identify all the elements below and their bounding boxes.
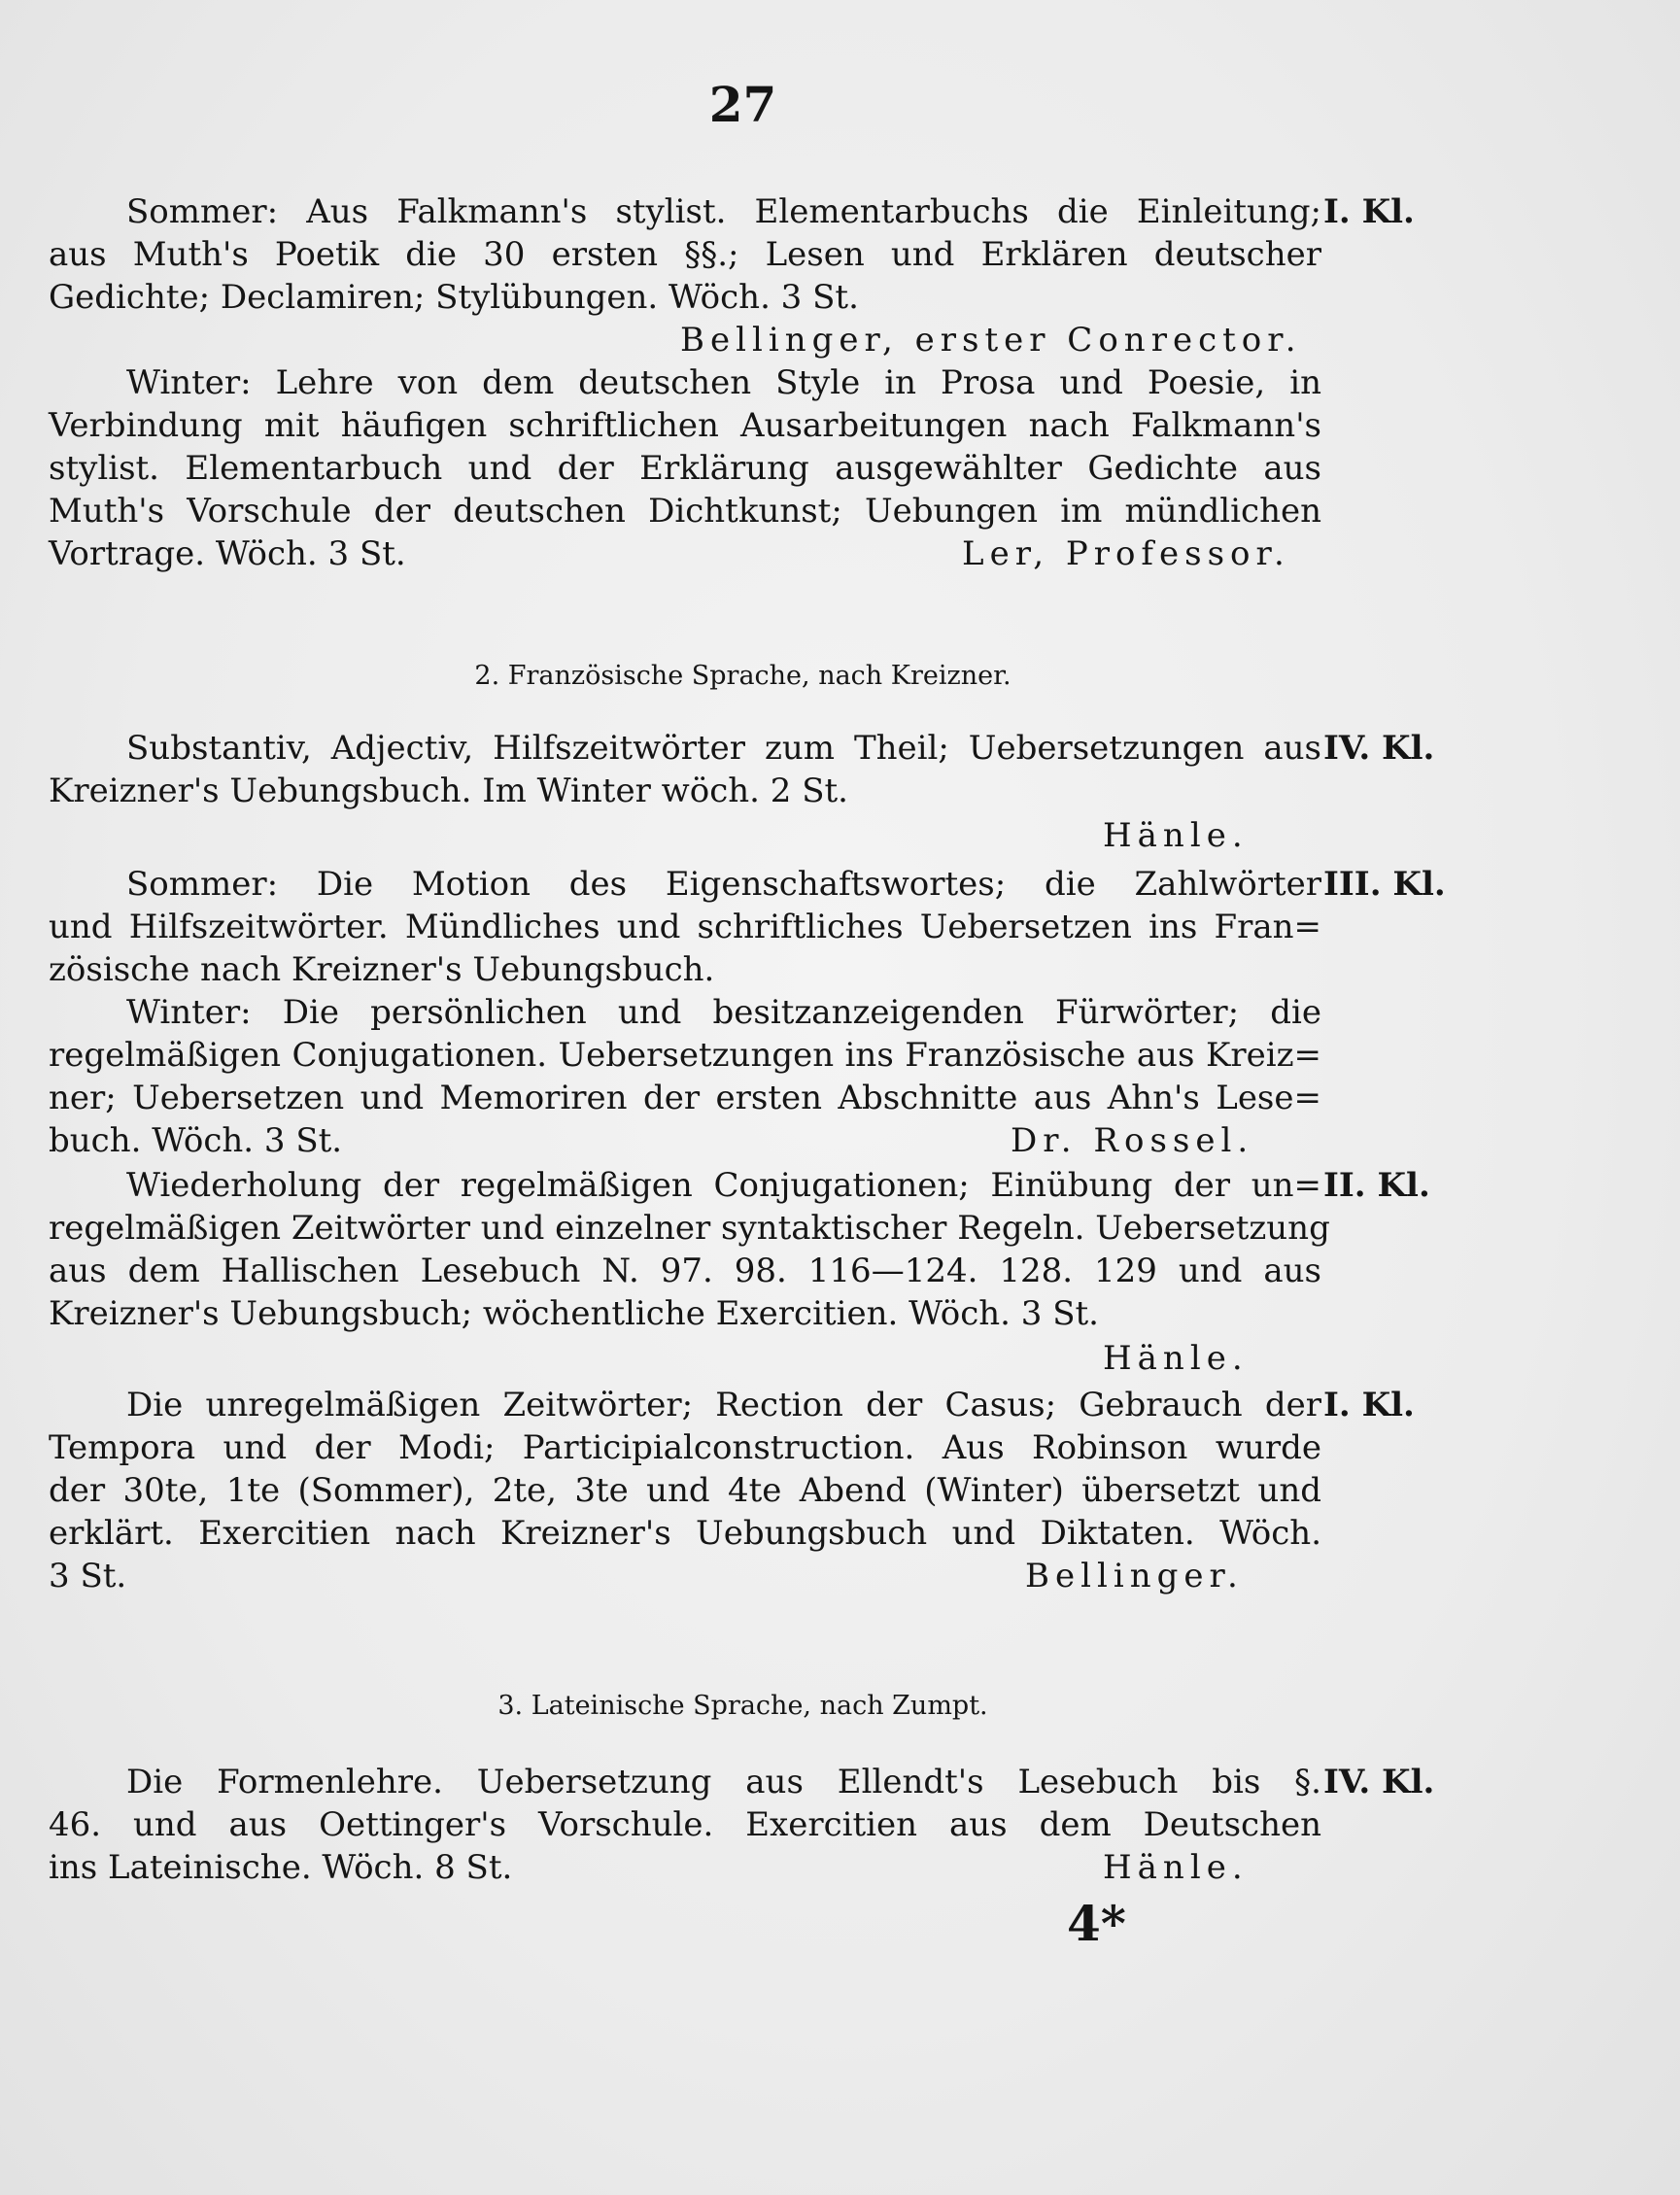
- text-line: stylist. Elementarbuch und der Erklärung ausgewählter Gedichte aus: [49, 449, 1321, 488]
- teacher-name: Ler, Professor.: [962, 534, 1290, 573]
- text-line: erklärt. Exercitien nach Kreizner's Uebungsbuch und Diktaten. Wöch.: [49, 1514, 1321, 1553]
- class-label: II. Kl.: [1323, 1166, 1430, 1205]
- text-line: Winter: Die persönlichen und besitzanzeigenden Fürwörter; die: [126, 993, 1321, 1032]
- text-line: Verbindung mit häufigen schriftlichen Ausarbeitungen nach Falkmann's: [49, 406, 1321, 445]
- signature-mark: 4*: [1067, 1895, 1126, 1952]
- text-line: 3 St.: [49, 1557, 127, 1595]
- class-label: IV. Kl.: [1323, 729, 1435, 768]
- text-line: Die unregelmäßigen Zeitwörter; Rection der Casus; Gebrauch der: [126, 1386, 1321, 1424]
- text-line: Sommer: Die Motion des Eigenschaftswortes; die Zahlwörter: [126, 865, 1321, 904]
- class-label: IV. Kl.: [1323, 1763, 1435, 1801]
- text-line: buch. Wöch. 3 St.: [49, 1121, 343, 1160]
- teacher-name: Hänle.: [1103, 816, 1249, 855]
- text-line: Kreizner's Uebungsbuch. Im Winter wöch. 2 St.: [49, 772, 848, 810]
- text-line: Tempora und der Modi; Participialconstruction. Aus Robinson wurde: [49, 1428, 1321, 1467]
- teacher-name: Dr. Rossel.: [1011, 1121, 1254, 1160]
- text-line: Wiederholung der regelmäßigen Conjugationen; Einübung der un=: [126, 1166, 1321, 1205]
- text-line: aus Muth's Poetik die 30 ersten §§.; Lesen und Erklären deutscher: [49, 235, 1321, 274]
- text-line: Die Formenlehre. Uebersetzung aus Ellendt's Lesebuch bis §.: [126, 1763, 1321, 1801]
- text-line: regelmäßigen Zeitwörter und einzelner syntaktischer Regeln. Uebersetzung: [49, 1209, 1330, 1248]
- teacher-name: Hänle.: [1103, 1339, 1249, 1378]
- teacher-name: Bellinger.: [1025, 1557, 1244, 1595]
- text-line: Kreizner's Uebungsbuch; wöchentliche Exercitien. Wöch. 3 St.: [49, 1294, 1099, 1333]
- text-line: Muth's Vorschule der deutschen Dichtkunst; Uebungen im mündlichen: [49, 492, 1321, 531]
- text-line: Gedichte; Declamiren; Stylübungen. Wöch. 3 St.: [49, 278, 859, 317]
- section-heading: 3. Lateinische Sprache, nach Zumpt.: [497, 1691, 988, 1721]
- text-line: ins Lateinische. Wöch. 8 St.: [49, 1848, 513, 1887]
- text-line: zösische nach Kreizner's Uebungsbuch.: [49, 950, 715, 989]
- section-heading: 2. Französische Sprache, nach Kreizner.: [474, 661, 1011, 691]
- page-number: 27: [708, 76, 777, 133]
- teacher-name: Hänle.: [1103, 1848, 1249, 1887]
- text-line: regelmäßigen Conjugationen. Uebersetzungen ins Französische aus Kreiz=: [49, 1036, 1321, 1075]
- text-line: 46. und aus Oettinger's Vorschule. Exercitien aus dem Deutschen: [49, 1805, 1321, 1844]
- class-label: I. Kl.: [1323, 1386, 1415, 1424]
- text-line: Vortrage. Wöch. 3 St.: [49, 534, 406, 573]
- text-line: Substantiv, Adjectiv, Hilfszeitwörter zum Theil; Uebersetzungen aus: [126, 729, 1321, 768]
- text-line: der 30te, 1te (Sommer), 2te, 3te und 4te Abend (Winter) übersetzt und: [49, 1471, 1321, 1510]
- text-line: Sommer: Aus Falkmann's stylist. Elementarbuchs die Einleitung;: [126, 192, 1321, 231]
- text-line: Winter: Lehre von dem deutschen Style in Prosa und Poesie, in: [126, 363, 1321, 402]
- class-label: I. Kl.: [1323, 192, 1415, 231]
- teacher-name: Bellinger, erster Conrector.: [680, 321, 1302, 360]
- text-line: aus dem Hallischen Lesebuch N. 97. 98. 116—124. 128. 129 und aus: [49, 1252, 1321, 1290]
- class-label: III. Kl.: [1323, 865, 1446, 904]
- text-line: ner; Uebersetzen und Memoriren der ersten Abschnitte aus Ahn's Lese=: [49, 1079, 1321, 1117]
- text-line: und Hilfszeitwörter. Mündliches und schriftliches Uebersetzen ins Fran=: [49, 908, 1321, 946]
